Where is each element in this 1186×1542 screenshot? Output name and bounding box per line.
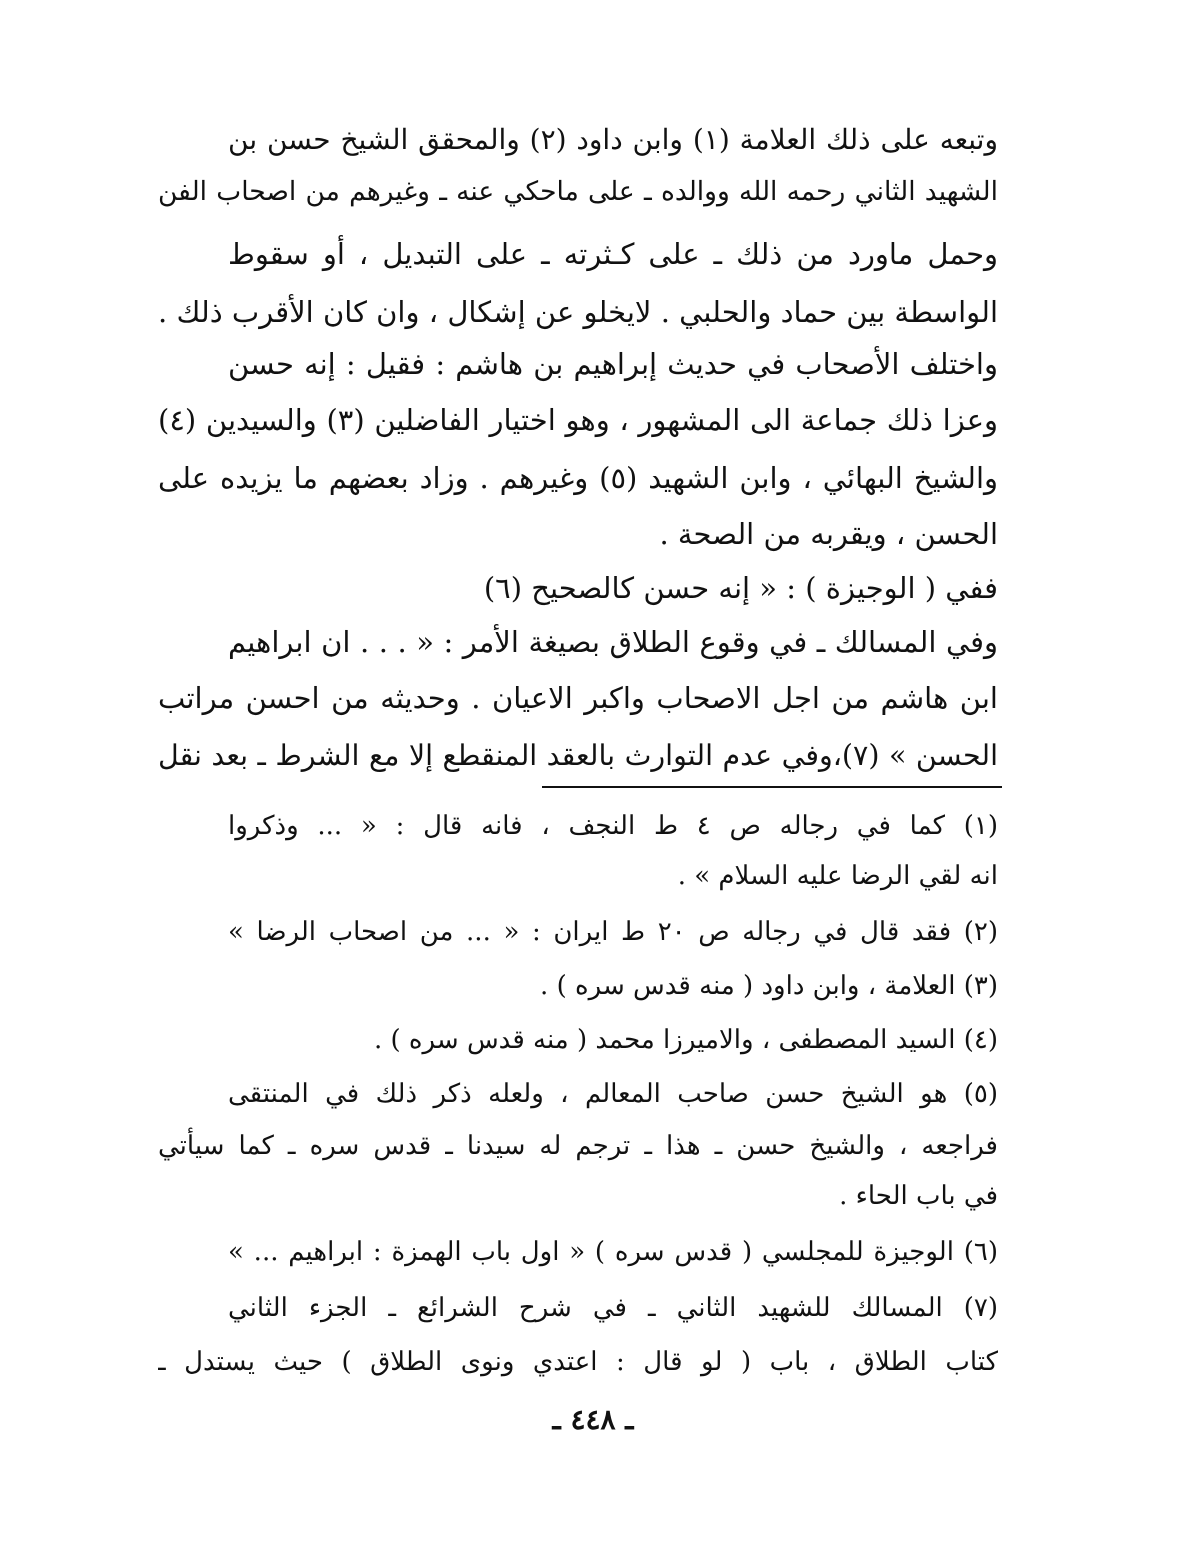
body-line-1: وتبعه على ذلك العلامة (١) وابن داود (٢) والمحقق الشيخ حسن بن <box>228 123 998 156</box>
footnote-separator <box>542 786 1002 788</box>
footnote-line-4: (٣) العلامة ، وابن داود ( منه قدس سره ) . <box>540 971 998 1001</box>
body-line-9: ففي ( الوجيزة ) : « إنه حسن كالصحيح (٦) <box>483 571 998 605</box>
footnote-line-10: (٧) المسالك للشهيد الثاني ـ في شرح الشرائع ـ الجزء الثاني <box>228 1293 998 1323</box>
body-line-5: واختلف الأصحاب في حديث إبراهيم بن هاشم : فقيل : إنه حسن <box>228 347 998 381</box>
body-line-11: ابن هاشم من اجل الاصحاب واكبر الاعيان . وحديثه من احسن مراتب <box>158 681 998 715</box>
page-number: ـ ٤٤٨ ـ <box>552 1403 634 1436</box>
footnote-line-1: (١) كما في رجاله ص ٤ ط النجف ، فانه قال : « ... وذكروا <box>228 811 998 841</box>
footnote-line-3: (٢) فقد قال في رجاله ص ٢٠ ط ايران : « ... من اصحاب الرضا » <box>228 917 998 947</box>
body-line-2: الشهيد الثاني رحمه الله ووالده ـ على ماحكي عنه ـ وغيرهم من اصحاب الفن <box>158 176 998 207</box>
footnote-line-5: (٤) السيد المصطفى ، والاميرزا محمد ( منه قدس سره ) . <box>373 1025 998 1055</box>
body-line-4: الواسطة بين حماد والحلبي . لايخلو عن إشكال ، وان كان الأقرب ذلك . <box>158 295 998 329</box>
body-line-6: وعزا ذلك جماعة الى المشهور ، وهو اختيار الفاضلين (٣) والسيدين (٤) <box>158 403 998 437</box>
footnote-line-9: (٦) الوجيزة للمجلسي ( قدس سره ) « اول باب الهمزة : ابراهيم ... » <box>228 1237 998 1267</box>
body-line-3: وحمل ماورد من ذلك ـ على كـثرته ـ على التبديل ، أو سقوط <box>228 237 998 271</box>
footnote-line-8: في باب الحاء . <box>839 1181 998 1211</box>
footnote-line-6: (٥) هو الشيخ حسن صاحب المعالم ، ولعله ذكر ذلك في المنتقى <box>228 1079 998 1109</box>
body-line-10: وفي المسالك ـ في وقوع الطلاق بصيغة الأمر : « . . . ان ابراهيم <box>228 625 998 659</box>
footnote-line-11: كتاب الطلاق ، باب ( لو قال : اعتدي ونوى الطلاق ) حيث يستدل ـ <box>158 1347 998 1377</box>
footnote-line-2: انه لقي الرضا عليه السلام » . <box>677 861 998 891</box>
body-line-7: والشيخ البهائي ، وابن الشهيد (٥) وغيرهم . وزاد بعضهم ما يزيده على <box>158 461 998 495</box>
body-line-8: الحسن ، ويقربه من الصحة . <box>659 517 998 551</box>
body-line-12: الحسن » (٧)،وفي عدم التوارث بالعقد المنقطع إلا مع الشرط ـ بعد نقل <box>158 739 998 772</box>
footnote-line-7: فراجعه ، والشيخ حسن ـ هذا ـ ترجم له سيدنا ـ قدس سره ـ كما سيأتي <box>158 1131 998 1161</box>
